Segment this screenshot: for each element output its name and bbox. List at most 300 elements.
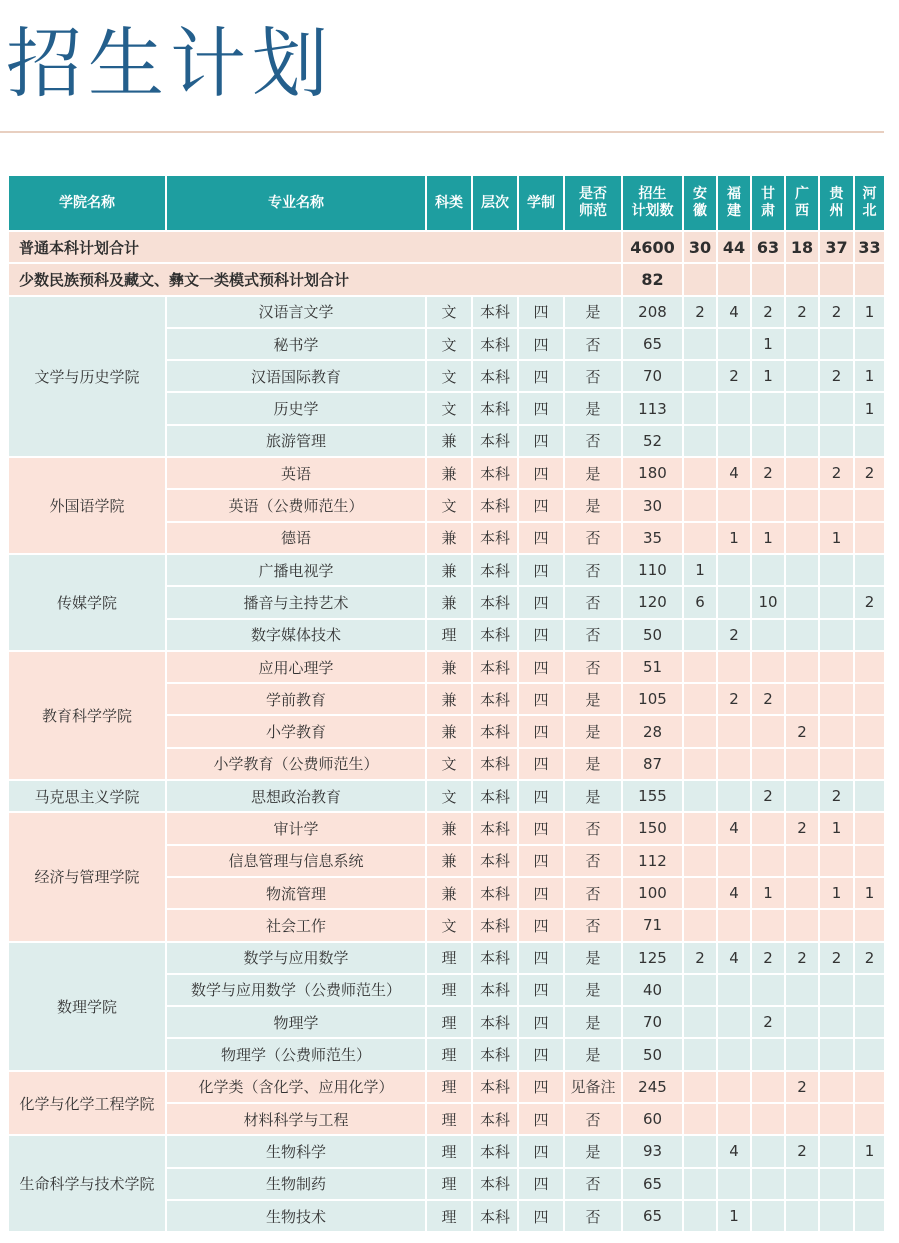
college-name: 传媒学院 [8,554,166,651]
province-count-cell [854,845,885,877]
province-count-cell [683,392,717,424]
category-cell: 兼 [426,715,472,747]
province-count-cell: 2 [785,1071,819,1103]
province-count-cell [819,554,854,586]
province-count-cell: 1 [751,877,785,909]
level-cell: 本科 [472,748,518,780]
summary-label: 少数民族预科及藏文、彝文一类模式预科计划合计 [8,263,622,295]
province-count-cell [751,425,785,457]
normal-cell: 否 [564,1200,622,1232]
major-name: 学前教育 [166,683,426,715]
college-name: 马克思主义学院 [8,780,166,812]
level-cell: 本科 [472,586,518,618]
province-count-cell: 4 [717,457,751,489]
province-count-cell [854,812,885,844]
province-count-cell [854,1006,885,1038]
province-count-cell [683,619,717,651]
major-name: 历史学 [166,392,426,424]
major-name: 信息管理与信息系统 [166,845,426,877]
quota-cell: 51 [622,651,683,683]
province-count-cell [683,489,717,521]
province-count-cell [819,425,854,457]
province-count-cell: 1 [751,360,785,392]
province-count-cell [785,974,819,1006]
province-count-cell: 2 [785,942,819,974]
category-cell: 文 [426,360,472,392]
level-cell: 本科 [472,651,518,683]
province-count-cell [717,1006,751,1038]
province-count-cell: 1 [819,812,854,844]
province-count-cell [683,780,717,812]
province-count-cell [785,1168,819,1200]
province-count-cell [785,328,819,360]
col-header-college: 学院名称 [8,175,166,231]
province-count-cell [717,1103,751,1135]
province-count-cell [819,909,854,941]
major-name: 小学教育（公费师范生） [166,748,426,780]
province-count-cell [751,651,785,683]
category-cell: 文 [426,780,472,812]
level-cell: 本科 [472,942,518,974]
level-cell: 本科 [472,392,518,424]
duration-cell: 四 [518,1200,564,1232]
normal-cell: 是 [564,683,622,715]
province-count-cell [717,554,751,586]
province-count-cell [854,1103,885,1135]
major-name: 英语 [166,457,426,489]
province-count-cell [785,683,819,715]
normal-cell: 否 [564,1103,622,1135]
duration-cell: 四 [518,845,564,877]
major-name: 广播电视学 [166,554,426,586]
province-count-cell [717,1071,751,1103]
province-count-cell: 1 [751,328,785,360]
duration-cell: 四 [518,296,564,328]
col-header-level: 层次 [472,175,518,231]
province-count-cell [854,425,885,457]
category-cell: 文 [426,909,472,941]
duration-cell: 四 [518,812,564,844]
province-count-cell [717,845,751,877]
level-cell: 本科 [472,1168,518,1200]
province-count-cell [819,651,854,683]
province-count-cell [819,619,854,651]
province-count-cell: 2 [785,715,819,747]
major-name: 物流管理 [166,877,426,909]
province-count-cell: 2 [751,296,785,328]
col-header-province: 贵 州 [819,175,854,231]
summary-province-count: 30 [683,231,717,263]
college-name: 外国语学院 [8,457,166,554]
province-count-cell: 1 [854,392,885,424]
duration-cell: 四 [518,586,564,618]
province-count-cell [717,1168,751,1200]
summary-province-count: 37 [819,231,854,263]
province-count-cell [751,554,785,586]
province-count-cell [717,780,751,812]
level-cell: 本科 [472,683,518,715]
province-count-cell [717,715,751,747]
province-count-cell: 2 [683,296,717,328]
summary-total: 82 [622,263,683,295]
province-count-cell [683,909,717,941]
category-cell: 兼 [426,877,472,909]
province-count-cell [717,1038,751,1070]
col-header-major: 专业名称 [166,175,426,231]
summary-province-count [819,263,854,295]
major-name: 英语（公费师范生） [166,489,426,521]
province-count-cell [683,845,717,877]
duration-cell: 四 [518,1168,564,1200]
table-row [8,780,885,812]
quota-cell: 65 [622,1200,683,1232]
province-count-cell: 2 [751,942,785,974]
province-count-cell: 1 [854,877,885,909]
province-count-cell [683,522,717,554]
duration-cell: 四 [518,715,564,747]
summary-row [8,263,885,295]
summary-province-count [854,263,885,295]
quota-cell: 155 [622,780,683,812]
summary-province-count: 63 [751,231,785,263]
college-name: 数理学院 [8,942,166,1071]
duration-cell: 四 [518,489,564,521]
major-name: 数学与应用数学（公费师范生） [166,974,426,1006]
normal-cell: 是 [564,1006,622,1038]
level-cell: 本科 [472,489,518,521]
col-header-province: 广 西 [785,175,819,231]
quota-cell: 120 [622,586,683,618]
province-count-cell [854,683,885,715]
category-cell: 文 [426,489,472,521]
category-cell: 兼 [426,651,472,683]
level-cell: 本科 [472,812,518,844]
category-cell: 理 [426,974,472,1006]
normal-cell: 否 [564,909,622,941]
category-cell: 文 [426,328,472,360]
col-header-normal: 是否 师范 [564,175,622,231]
duration-cell: 四 [518,392,564,424]
province-count-cell [819,489,854,521]
quota-cell: 112 [622,845,683,877]
province-count-cell [785,489,819,521]
province-count-cell [683,651,717,683]
major-name: 化学类（含化学、应用化学） [166,1071,426,1103]
table-row [8,1135,885,1167]
normal-cell: 见备注 [564,1071,622,1103]
province-count-cell [819,328,854,360]
province-count-cell [785,1103,819,1135]
major-name: 播音与主持艺术 [166,586,426,618]
province-count-cell [683,328,717,360]
province-count-cell [819,715,854,747]
province-count-cell [683,1006,717,1038]
province-count-cell: 2 [683,942,717,974]
province-count-cell [717,748,751,780]
duration-cell: 四 [518,780,564,812]
province-count-cell [751,619,785,651]
table-header-row [8,175,885,231]
province-count-cell [819,845,854,877]
summary-province-count: 44 [717,231,751,263]
province-count-cell: 1 [819,877,854,909]
quota-cell: 40 [622,974,683,1006]
category-cell: 理 [426,1071,472,1103]
province-count-cell: 2 [717,360,751,392]
quota-cell: 65 [622,1168,683,1200]
duration-cell: 四 [518,522,564,554]
province-count-cell: 4 [717,812,751,844]
province-count-cell [717,586,751,618]
category-cell: 理 [426,1103,472,1135]
level-cell: 本科 [472,877,518,909]
province-count-cell [751,974,785,1006]
province-count-cell [785,586,819,618]
category-cell: 兼 [426,683,472,715]
col-header-province: 河 北 [854,175,885,231]
province-count-cell [819,1071,854,1103]
province-count-cell [683,974,717,1006]
table-row [8,651,885,683]
normal-cell: 是 [564,489,622,521]
province-count-cell [785,780,819,812]
province-count-cell [683,1071,717,1103]
summary-row [8,231,885,263]
province-count-cell [854,651,885,683]
province-count-cell [683,1135,717,1167]
province-count-cell [854,974,885,1006]
province-count-cell [854,715,885,747]
college-name: 文学与历史学院 [8,296,166,457]
normal-cell: 是 [564,942,622,974]
quota-cell: 208 [622,296,683,328]
normal-cell: 否 [564,877,622,909]
province-count-cell [751,1200,785,1232]
province-count-cell [854,328,885,360]
major-name: 生物技术 [166,1200,426,1232]
province-count-cell [854,619,885,651]
province-count-cell [683,1103,717,1135]
province-count-cell [819,1168,854,1200]
category-cell: 兼 [426,812,472,844]
category-cell: 文 [426,296,472,328]
province-count-cell [751,845,785,877]
col-header-province: 甘 肃 [751,175,785,231]
province-count-cell [819,1006,854,1038]
category-cell: 理 [426,1135,472,1167]
province-count-cell [785,1038,819,1070]
major-name: 汉语言文学 [166,296,426,328]
table-row [8,942,885,974]
province-count-cell: 2 [854,457,885,489]
province-count-cell [683,715,717,747]
level-cell: 本科 [472,296,518,328]
province-count-cell [785,522,819,554]
province-count-cell [717,328,751,360]
category-cell: 理 [426,619,472,651]
table-body [8,231,885,1232]
normal-cell: 否 [564,812,622,844]
major-name: 思想政治教育 [166,780,426,812]
province-count-cell [854,748,885,780]
province-count-cell: 1 [683,554,717,586]
province-count-cell [785,554,819,586]
province-count-cell [683,877,717,909]
province-count-cell: 4 [717,1135,751,1167]
province-count-cell [717,392,751,424]
category-cell: 兼 [426,586,472,618]
province-count-cell [819,1038,854,1070]
normal-cell: 是 [564,748,622,780]
quota-cell: 105 [622,683,683,715]
level-cell: 本科 [472,715,518,747]
col-header-quota: 招生 计划数 [622,175,683,231]
summary-province-count [717,263,751,295]
category-cell: 理 [426,1006,472,1038]
level-cell: 本科 [472,845,518,877]
province-count-cell [785,909,819,941]
category-cell: 兼 [426,845,472,877]
province-count-cell [683,425,717,457]
normal-cell: 否 [564,619,622,651]
duration-cell: 四 [518,328,564,360]
normal-cell: 是 [564,392,622,424]
duration-cell: 四 [518,619,564,651]
province-count-cell: 2 [751,457,785,489]
col-header-duration: 学制 [518,175,564,231]
quota-cell: 100 [622,877,683,909]
province-count-cell: 1 [819,522,854,554]
normal-cell: 是 [564,780,622,812]
province-count-cell [751,1071,785,1103]
level-cell: 本科 [472,360,518,392]
province-count-cell [751,1135,785,1167]
level-cell: 本科 [472,1006,518,1038]
province-count-cell [751,1103,785,1135]
province-count-cell: 2 [717,619,751,651]
summary-province-count [683,263,717,295]
major-name: 秘书学 [166,328,426,360]
major-name: 小学教育 [166,715,426,747]
col-header-category: 科类 [426,175,472,231]
quota-cell: 93 [622,1135,683,1167]
category-cell: 理 [426,1168,472,1200]
level-cell: 本科 [472,974,518,1006]
level-cell: 本科 [472,909,518,941]
province-count-cell: 2 [819,457,854,489]
province-count-cell [819,1135,854,1167]
college-name: 经济与管理学院 [8,812,166,941]
normal-cell: 是 [564,1135,622,1167]
quota-cell: 52 [622,425,683,457]
province-count-cell: 1 [854,360,885,392]
province-count-cell [717,651,751,683]
province-count-cell: 2 [785,1135,819,1167]
province-count-cell: 2 [717,683,751,715]
normal-cell: 是 [564,715,622,747]
province-count-cell [854,1200,885,1232]
province-count-cell: 1 [751,522,785,554]
province-count-cell: 2 [819,942,854,974]
level-cell: 本科 [472,1103,518,1135]
normal-cell: 否 [564,651,622,683]
major-name: 德语 [166,522,426,554]
province-count-cell [751,909,785,941]
major-name: 旅游管理 [166,425,426,457]
duration-cell: 四 [518,877,564,909]
province-count-cell: 2 [785,812,819,844]
province-count-cell [785,392,819,424]
quota-cell: 50 [622,619,683,651]
province-count-cell [785,748,819,780]
summary-total: 4600 [622,231,683,263]
province-count-cell [819,683,854,715]
province-count-cell [819,392,854,424]
category-cell: 理 [426,1038,472,1070]
province-count-cell: 4 [717,296,751,328]
province-count-cell: 1 [717,1200,751,1232]
province-count-cell: 4 [717,877,751,909]
normal-cell: 否 [564,425,622,457]
level-cell: 本科 [472,328,518,360]
province-count-cell [785,360,819,392]
level-cell: 本科 [472,1200,518,1232]
normal-cell: 是 [564,296,622,328]
duration-cell: 四 [518,360,564,392]
province-count-cell: 10 [751,586,785,618]
province-count-cell [854,1168,885,1200]
quota-cell: 65 [622,328,683,360]
duration-cell: 四 [518,1103,564,1135]
province-count-cell [819,586,854,618]
title-divider [0,131,884,133]
duration-cell: 四 [518,942,564,974]
province-count-cell [751,392,785,424]
duration-cell: 四 [518,554,564,586]
summary-province-count [785,263,819,295]
province-count-cell: 1 [854,1135,885,1167]
province-count-cell [785,845,819,877]
province-count-cell [854,909,885,941]
quota-cell: 110 [622,554,683,586]
col-header-province: 安 徽 [683,175,717,231]
province-count-cell [785,1200,819,1232]
category-cell: 兼 [426,522,472,554]
province-count-cell [751,812,785,844]
duration-cell: 四 [518,909,564,941]
table-row [8,812,885,844]
province-count-cell: 2 [854,586,885,618]
duration-cell: 四 [518,457,564,489]
college-name: 教育科学学院 [8,651,166,780]
normal-cell: 否 [564,1168,622,1200]
normal-cell: 否 [564,586,622,618]
normal-cell: 否 [564,845,622,877]
province-count-cell: 1 [717,522,751,554]
province-count-cell [683,1038,717,1070]
duration-cell: 四 [518,1038,564,1070]
category-cell: 理 [426,942,472,974]
province-count-cell [819,1200,854,1232]
normal-cell: 是 [564,1038,622,1070]
province-count-cell [785,651,819,683]
province-count-cell: 2 [819,780,854,812]
quota-cell: 60 [622,1103,683,1135]
province-count-cell [683,812,717,844]
province-count-cell [854,489,885,521]
table-row [8,554,885,586]
summary-province-count [751,263,785,295]
